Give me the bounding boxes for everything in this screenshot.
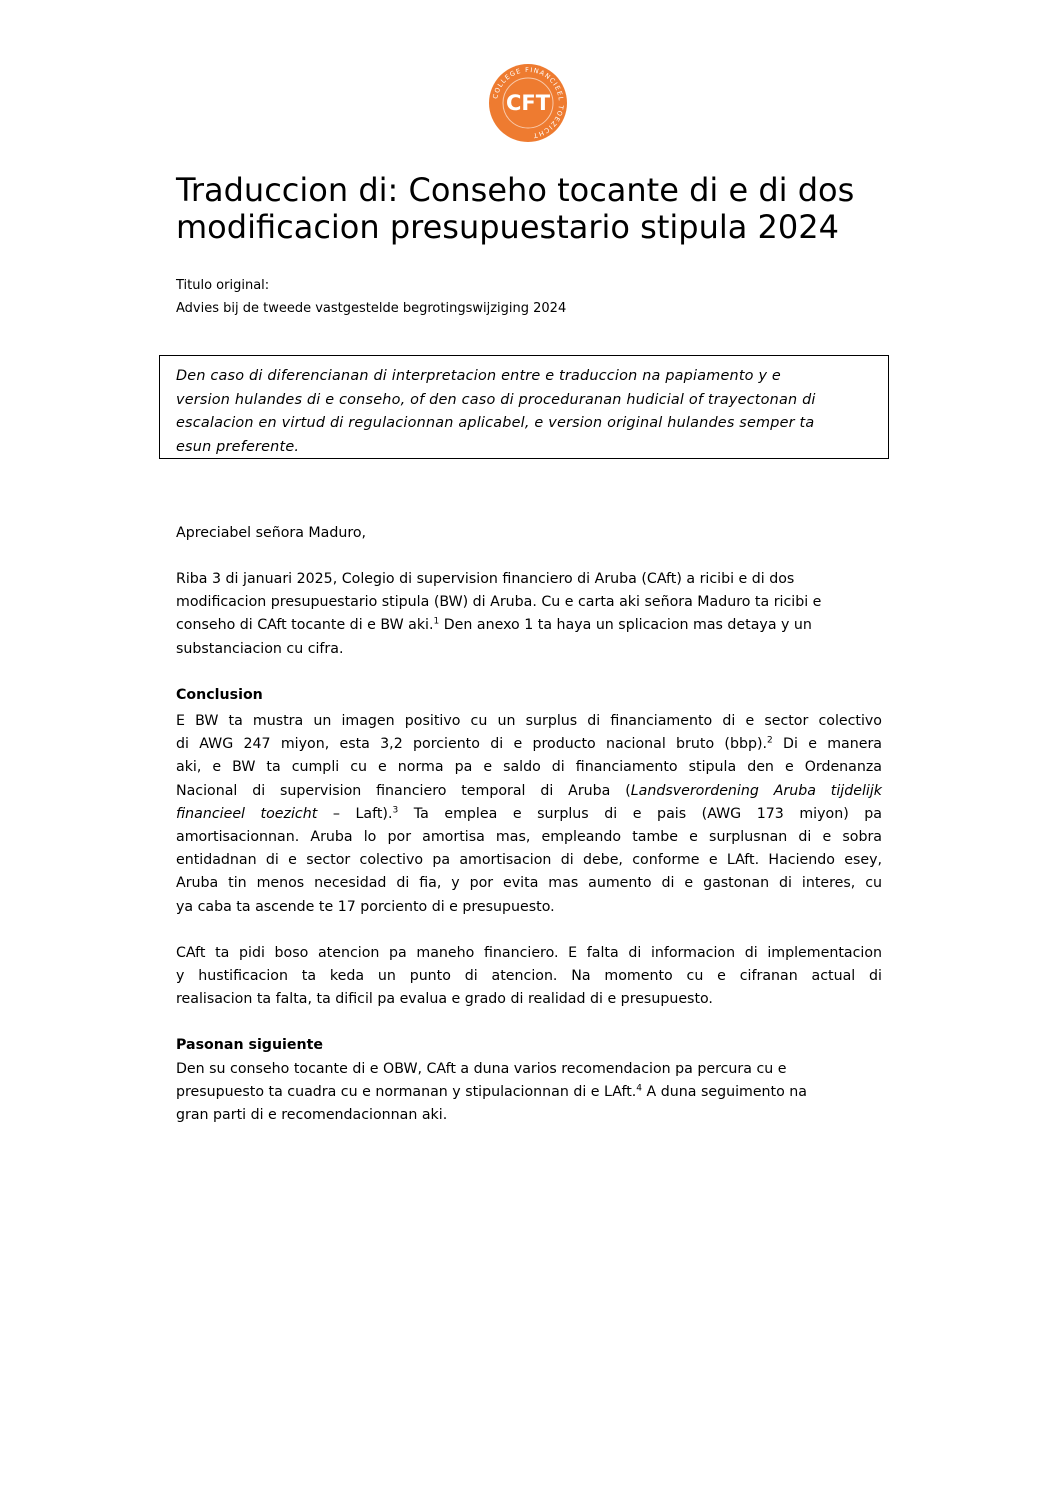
conclusion-line: E BW ta mustra un imagen positivo cu un surplus di financiamento di e sector colectivo bbox=[176, 713, 882, 729]
footnote-ref: 2 bbox=[767, 735, 773, 746]
logo-text: CFT bbox=[505, 91, 551, 115]
salutation: Apreciabel señora Maduro, bbox=[176, 525, 367, 541]
intro-line: substanciacion cu cifra. bbox=[176, 640, 344, 657]
conclusion-paragraph-2 bbox=[176, 942, 882, 1012]
original-title-label: Titulo original: bbox=[176, 278, 270, 293]
footnote-ref: 4 bbox=[636, 1083, 643, 1094]
conclusion-line: aki, e BW ta cumpli cu e norma pa e saldo di financiamento stipula den e Ordenanza bbox=[176, 759, 882, 776]
disclaimer-line: esun preferente. bbox=[176, 438, 300, 455]
intro-paragraph bbox=[176, 568, 882, 661]
next-steps-paragraph bbox=[176, 1058, 882, 1128]
intro-line: Riba 3 di januari 2025, Colegio di supervision financiero di Aruba (CAft) a ricibi e di dos bbox=[176, 571, 795, 587]
disclaimer-line: Den caso di diferencianan di interpretacion entre e traduccion na papiamento y e bbox=[176, 368, 781, 384]
cft-logo bbox=[488, 63, 568, 143]
next-steps-heading: Pasonan siguiente bbox=[176, 1037, 324, 1053]
footnote-ref: 1 bbox=[433, 616, 440, 627]
original-title-block bbox=[176, 274, 566, 320]
conclusion-line: ya caba ta ascende te 17 porciento di e presupuesto. bbox=[176, 898, 555, 915]
conclusion-paragraph-1 bbox=[176, 710, 882, 919]
conclusion-line: realisacion ta falta, ta dificil pa evalua e grado di realidad di e presupuesto. bbox=[176, 991, 713, 1008]
disclaimer-line: version hulandes di e conseho, of den caso di proceduranan hudicial of trayectonan di bbox=[176, 391, 816, 408]
conclusion-line: y hustificacion ta keda un punto di atencion. Na momento cu e cifranan actual di bbox=[176, 968, 882, 985]
title-line-1: Traduccion di: Conseho tocante di e di dos bbox=[176, 171, 855, 209]
next-steps-line: gran parti di e recomendacionnan aki. bbox=[176, 1107, 448, 1124]
conclusion-line: Nacional di supervision financiero temporal di Aruba (Landsverordening Aruba tijdelijk bbox=[176, 782, 882, 799]
conclusion-line: entidadnan di e sector colectivo pa amortisacion di debe, conforme e LAft. Haciendo esey, bbox=[176, 852, 882, 869]
translation-disclaimer-box bbox=[159, 355, 889, 459]
next-steps-line: Den su conseho tocante di e OBW, CAft a duna varios recomendacion pa percura cu e bbox=[176, 1061, 787, 1077]
document-title bbox=[176, 172, 936, 246]
conclusion-line: amortisacionnan. Aruba lo por amortisa mas, empleando tambe e surplusnan di e sobra bbox=[176, 829, 882, 846]
conclusion-heading: Conclusion bbox=[176, 687, 263, 703]
conclusion-line: financieel toezicht – Laft).$^3$ Ta emplea e surplus di e pais (AWG 173 miyon) pa bbox=[176, 805, 882, 822]
next-steps-line: presupuesto ta cuadra cu e normanan y stipulacionnan di e LAft.$^4$ A duna seguimento na bbox=[176, 1083, 807, 1101]
conclusion-line: Aruba tin menos necesidad di fia, y por evita mas aumento di e gastonan di interes, cu bbox=[176, 875, 882, 892]
intro-line: modificacion presupuestario stipula (BW) di Aruba. Cu e carta aki señora Maduro ta ricibi e bbox=[176, 594, 822, 611]
conclusion-line: di AWG 247 miyon, esta 3,2 porciento di e producto nacional bruto (bbp).$^2$ Di e manera bbox=[176, 735, 883, 753]
conclusion-line: CAft ta pidi boso atencion pa maneho financiero. E falta di informacion di implementacion bbox=[176, 945, 882, 961]
disclaimer-line: escalacion en virtud di regulacionnan aplicabel, e version original hulandes semper ta bbox=[176, 415, 815, 431]
original-title-text: Advies bij de tweede vastgestelde begrotingswijziging 2024 bbox=[176, 301, 567, 316]
title-line-2: modificacion presupuestario stipula 2024 bbox=[176, 208, 839, 246]
intro-line: conseho di CAft tocante di e BW aki.$^1$ Den anexo 1 ta haya un splicacion mas detaya y un bbox=[176, 616, 812, 634]
svg-text:COLLEGE FINANCIEEL TOEZICHT: COLLEGE FINANCIEEL TOEZICHT bbox=[491, 65, 566, 140]
footnote-ref: 3 bbox=[392, 805, 399, 816]
